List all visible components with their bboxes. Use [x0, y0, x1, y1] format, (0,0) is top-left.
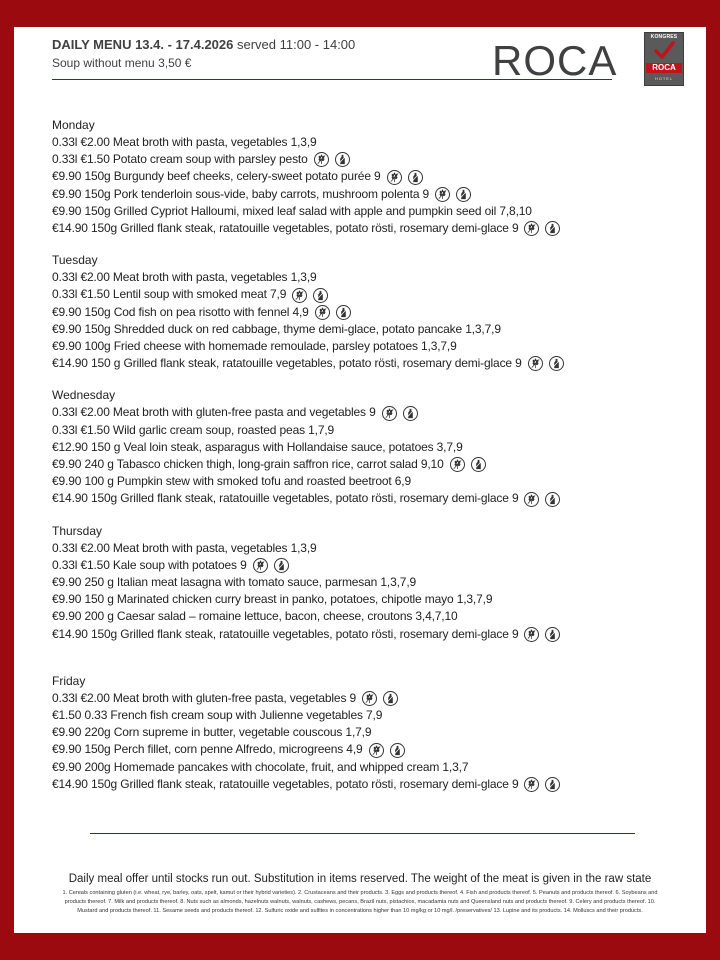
logo-bottom-text: HOTEL [654, 76, 674, 81]
day-thursday [52, 523, 692, 643]
menu-item [52, 724, 692, 741]
day-heading: Thursday [52, 523, 103, 538]
menu-item [52, 626, 692, 643]
menu-item-text: 0.33l €2.00 Meat broth with pasta, vegetables 1,3,9 [52, 135, 317, 149]
logo-name: ROCA [646, 63, 682, 73]
menu-item-text: €9.90 100g Fried cheese with homemade remoulade, parsley potatoes 1,3,7,9 [52, 339, 457, 354]
lactose-free-icon [549, 356, 564, 371]
wheat-free-icon [315, 305, 330, 320]
brand-name: ROCA [492, 37, 618, 84]
diet-icons [450, 457, 486, 472]
menu-item [52, 591, 692, 608]
menu-item-text: 0.33l €1.50 Lentil soup with smoked meat 7,9 [52, 287, 287, 302]
menu-item [52, 456, 692, 473]
lactose-free-icon [545, 492, 560, 507]
diet-icons [382, 406, 418, 421]
lactose-free-icon [383, 691, 398, 706]
menu-item-text: 0.33l €1.50 Potato cream soup with parsley pesto [52, 152, 308, 167]
menu-item-text: 0.33l €2.00 Meat broth with gluten-free pasta, vegetables 9 [52, 690, 357, 705]
diet-icons [524, 221, 560, 236]
menu-item-text: €9.90 150g Shredded duck on red cabbage, thyme demi-glace, potato pancake 1,3,7,9 [52, 321, 501, 336]
lactose-free-icon [545, 777, 560, 792]
menu-item [52, 707, 692, 724]
menu-item [52, 220, 692, 237]
menu-item-text: €14.90 150g Grilled flank steak, ratatouille vegetables, potato rösti, rosemary demi-glace 9 [52, 776, 519, 791]
menu-item-text: €14.90 150g Grilled flank steak, ratatouille vegetables, potato rösti, rosemary demi-glace 9 [52, 626, 519, 641]
diet-icons [362, 691, 398, 706]
wheat-free-icon [314, 152, 329, 167]
menu-item-text: €9.90 150g Cod fish on pea risotto with fennel 4,9 [52, 304, 309, 319]
wheat-free-icon [382, 406, 397, 421]
menu-item-text: 0.33l €1.50 Kale soup with potatoes 9 [52, 557, 247, 572]
menu-item [52, 690, 692, 707]
menu-item [52, 759, 692, 776]
menu-item-text: €14.90 150g Grilled flank steak, ratatouille vegetables, potato rösti, rosemary demi-glace 9 [52, 491, 519, 506]
menu-item-text: €9.90 240 g Tabasco chicken thigh, long-grain saffron rice, carrot salad 9,10 [52, 457, 444, 472]
logo-top-text: KONGRES [650, 34, 678, 40]
menu-item-text: €9.90 100 g Pumpkin stew with smoked tofu and roasted beetroot 6,9 [52, 474, 411, 489]
lactose-free-icon [335, 152, 350, 167]
menu-item [52, 776, 692, 793]
wheat-free-icon [292, 288, 307, 303]
menu-item [52, 741, 692, 758]
lactose-free-icon [545, 627, 560, 642]
diet-icons [314, 152, 350, 167]
menu-item [52, 422, 692, 439]
menu-item [52, 151, 692, 168]
day-monday [52, 117, 692, 237]
day-heading: Friday [52, 673, 86, 688]
diet-icons [292, 288, 328, 303]
wheat-free-icon [528, 356, 543, 371]
diet-icons [315, 305, 351, 320]
menu-item [52, 540, 692, 557]
wheat-free-icon [362, 691, 377, 706]
diet-icons [524, 627, 560, 642]
wheat-free-icon [253, 558, 268, 573]
menu-item [52, 203, 692, 220]
menu-item-text: 0.33l €2.00 Meat broth with pasta, vegetables 1,3,9 [52, 540, 317, 555]
menu-item-text: €9.90 150g Perch fillet, corn penne Alfredo, microgreens 4,9 [52, 742, 363, 757]
hotel-logo [644, 32, 684, 86]
menu-item-text: €14.90 150 g Grilled flank steak, ratatouille vegetables, potato rösti, rosemary demi-glace 9 [52, 356, 522, 371]
lactose-free-icon [471, 457, 486, 472]
diet-icons [524, 777, 560, 792]
day-wednesday [52, 387, 692, 507]
menu-item-text: €9.90 150g Burgundy beef cheeks, celery-sweet potato purée 9 [52, 169, 381, 184]
day-friday [52, 673, 692, 793]
diet-icons [435, 187, 471, 202]
day-heading: Wednesday [52, 388, 116, 403]
menu-item [52, 473, 692, 490]
menu-item-text: €9.90 220g Corn supreme in butter, vegetable couscous 1,7,9 [52, 725, 372, 740]
menu-item [52, 304, 692, 321]
menu-item [52, 355, 692, 372]
menu-item [52, 168, 692, 185]
day-heading: Monday [52, 118, 95, 132]
menu-item [52, 608, 692, 625]
lactose-free-icon [390, 743, 405, 758]
wheat-free-icon [387, 170, 402, 185]
menu-item-text: €9.90 150 g Marinated chicken curry breast in panko, potatoes, chipotle mayo 1,3,7,9 [52, 592, 493, 607]
menu-item-text: €1.50 0.33 French fish cream soup with Julienne vegetables 7,9 [52, 708, 383, 723]
footer-divider [90, 833, 635, 834]
menu-item-text: €9.90 200g Homemade pancakes with chocolate, fruit, and whipped cream 1,3,7 [52, 759, 469, 774]
menu-title-hours: served 11:00 - 14:00 [233, 37, 356, 52]
menu-item-text: 0.33l €1.50 Wild garlic cream soup, roasted peas 1,7,9 [52, 422, 335, 437]
menu-item-text: €9.90 200 g Caesar salad – romaine lettuce, bacon, cheese, croutons 3,4,7,10 [52, 609, 458, 624]
lactose-free-icon [274, 558, 289, 573]
menu-item-text: €12.90 150 g Veal loin steak, asparagus with Hollandaise sauce, potatoes 3,7,9 [52, 439, 463, 454]
wheat-free-icon [369, 743, 384, 758]
lactose-free-icon [403, 406, 418, 421]
menu-item [52, 338, 692, 355]
menu-item [52, 269, 692, 286]
menu-item-text: €9.90 150g Grilled Cypriot Halloumi, mixed leaf salad with apple and pumpkin seed oil 7,8,10 [52, 203, 532, 218]
menu-item [52, 286, 692, 303]
menu-item [52, 321, 692, 338]
diet-icons [387, 170, 423, 185]
diet-icons [528, 356, 564, 371]
allergen-list: 1. Cereals containing gluten (i.e. wheat, rye, barley, oats, spelt, kamut or their hybrid varieties). 2. Crustaceans and their products. 3. Eggs and products thereof. 4. Fish and products thereof. 5. Peanuts and products thereof. 6. Soybeans and products thereof. 7. Milk and products thereof. 8. Nuts such as almonds, hazelnuts walnuts, walnuts, cashews, pecans, Brazil nuts, pistachios, macadamia nuts and Queensland nuts and products thereof. 9. Celery and products thereof. 10. Mustard and products thereof. 11. Sesame seeds and products thereof. 12. Sulfuric oxide and sulfites in concentrations higher than 10 mg/kg or 10 mg/l. /preservatives/ 13. Lupine and its products. 14. Molluscs and their products. [62, 890, 658, 914]
menu-item-text: 0.33l €2.00 Meat broth with pasta, vegetables 1,3,9 [52, 270, 317, 285]
menu-list [52, 117, 692, 808]
menu-item-text: €14.90 150g Grilled flank steak, ratatouille vegetables, potato rösti, rosemary demi-glace 9 [52, 221, 519, 236]
diet-icons [524, 492, 560, 507]
diet-icons [369, 743, 405, 758]
menu-item-text: 0.33l €2.00 Meat broth with gluten-free pasta and vegetables 9 [52, 405, 376, 420]
wheat-free-icon [524, 777, 539, 792]
menu-title-dates: DAILY MENU 13.4. - 17.4.2026 [52, 37, 234, 52]
day-tuesday [52, 252, 692, 372]
footer-note: Daily meal offer until stocks run out. Substitution in items reserved. The weight of the meat is given in the raw state [68, 873, 652, 885]
menu-item [52, 439, 692, 456]
wheat-free-icon [435, 187, 450, 202]
header-divider [52, 79, 612, 80]
menu-item [52, 574, 692, 591]
menu-item [52, 557, 692, 574]
menu-item [52, 186, 692, 203]
wheat-free-icon [524, 221, 539, 236]
menu-item-text: €9.90 150g Pork tenderloin sous-vide, baby carrots, mushroom polenta 9 [52, 186, 430, 201]
soup-price-note: Soup without menu 3,50 € [52, 56, 192, 70]
diet-icons [253, 558, 289, 573]
wheat-free-icon [524, 627, 539, 642]
wheat-free-icon [524, 492, 539, 507]
menu-item-text: €9.90 250 g Italian meat lasagna with tomato sauce, parmesan 1,3,7,9 [52, 575, 417, 590]
lactose-free-icon [408, 170, 423, 185]
lactose-free-icon [313, 288, 328, 303]
menu-item [52, 490, 692, 507]
lactose-free-icon [336, 305, 351, 320]
wheat-free-icon [450, 457, 465, 472]
day-heading: Tuesday [52, 253, 98, 268]
checkmark-icon [653, 41, 675, 61]
menu-item [52, 134, 692, 151]
lactose-free-icon [545, 221, 560, 236]
menu-item [52, 404, 692, 421]
lactose-free-icon [456, 187, 471, 202]
menu-page [14, 27, 706, 933]
